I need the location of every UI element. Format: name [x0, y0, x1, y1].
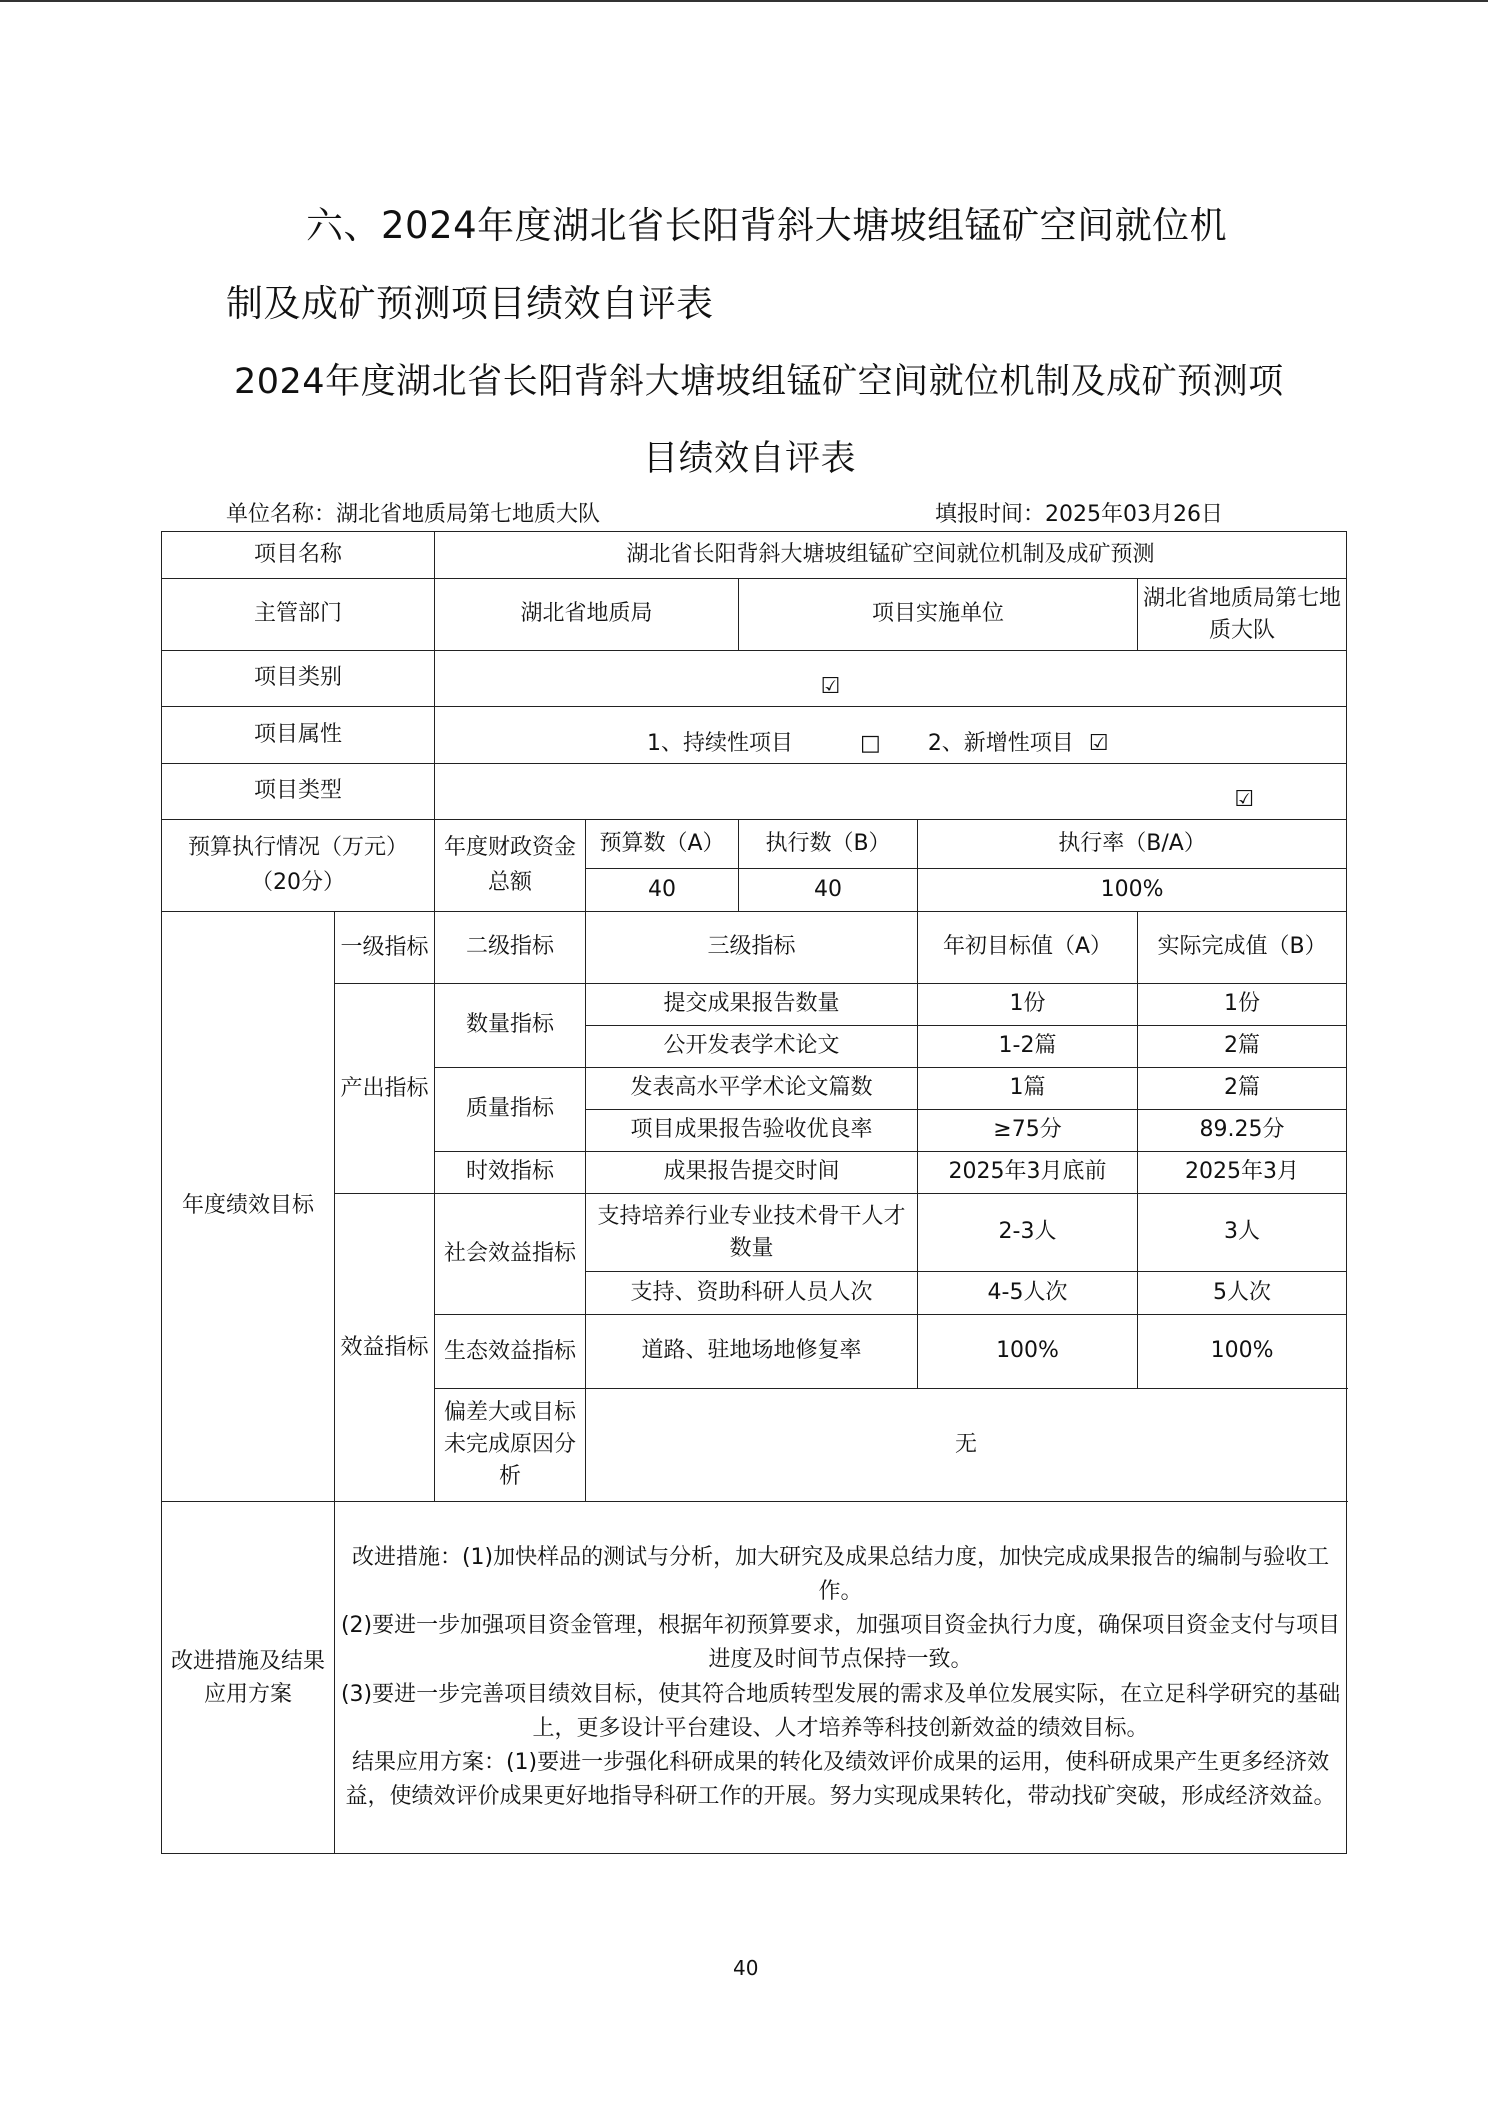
- type-label: 项目类型: [162, 764, 435, 820]
- eco-indicator-label: 生态效益指标: [435, 1315, 586, 1389]
- indicator-actual: 3人: [1138, 1194, 1347, 1272]
- header-actual: 实际完成值（B）: [1138, 912, 1347, 984]
- social-indicator-label: 社会效益指标: [435, 1194, 586, 1315]
- indicator-target: 2-3人: [918, 1194, 1138, 1272]
- budget-col-rate: 执行率（B/A）: [918, 820, 1347, 869]
- budget-value-a: 40: [586, 869, 739, 912]
- row-improvement: [162, 1502, 1347, 1854]
- indicator-actual: 2025年3月: [1138, 1152, 1347, 1194]
- attribute-value: [435, 707, 1347, 764]
- category-checkbox-icon: ☑: [820, 673, 841, 699]
- impl-label: 项目实施单位: [739, 579, 1138, 651]
- indicator-target: 4-5人次: [918, 1272, 1138, 1315]
- deviation-label: 偏差大或目标未完成原因分析: [435, 1389, 586, 1502]
- improvement-paragraph-1: 改进措施：(1)加快样品的测试与分析，加大研究及成果总结力度，加快完成成果报告的编制与验收工作。: [351, 1545, 1330, 1605]
- indicator-name: 成果报告提交时间: [586, 1152, 918, 1194]
- indicator-name: 道路、驻地场地修复率: [586, 1315, 918, 1389]
- attribute-option-continuing: 1、持续性项目: [647, 730, 794, 756]
- header-level2: 二级指标: [435, 912, 586, 984]
- indicator-actual: 89.25分: [1138, 1110, 1347, 1152]
- improvement-paragraph-3: (3)要进一步完善项目绩效目标，使其符合地质转型发展的需求及单位发展实际，在立足科学研究的基础上，更多设计平台建设、人才培养等科技创新效益的绩效目标。: [340, 1681, 1341, 1741]
- table-title-line2: 目绩效自评表: [643, 439, 857, 479]
- indicator-name: 支持、资助科研人员人次: [586, 1272, 918, 1315]
- row-department: [162, 579, 1347, 651]
- improvement-content: [335, 1502, 1347, 1854]
- performance-table: [161, 531, 1347, 1854]
- header-level3: 三级指标: [586, 912, 918, 984]
- header-target: 年初目标值（A）: [918, 912, 1138, 984]
- indicator-name: 项目成果报告验收优良率: [586, 1110, 918, 1152]
- quantity-indicator-label: 数量指标: [435, 984, 586, 1068]
- budget-value-b: 40: [739, 869, 918, 912]
- category-label: 项目类别: [162, 651, 435, 707]
- dept-value: 湖北省地质局: [435, 579, 739, 651]
- indicator-name: 提交成果报告数量: [586, 984, 918, 1026]
- row-type: [162, 764, 1347, 820]
- improvement-label: 改进措施及结果应用方案: [162, 1502, 335, 1854]
- indicator-actual: 1份: [1138, 984, 1347, 1026]
- indicator-target: ≥75分: [918, 1110, 1138, 1152]
- attribute-label: 项目属性: [162, 707, 435, 764]
- benefit-indicator-label: 效益指标: [335, 1194, 435, 1502]
- fund-total-label: 年度财政资金总额: [435, 820, 586, 912]
- header-level1: 一级指标: [335, 912, 435, 984]
- improvement-paragraph-2: (2)要进一步加强项目资金管理，根据年初预算要求，加强项目资金执行力度，确保项目资金支付与项目进度及时间节点保持一致。: [340, 1613, 1341, 1673]
- output-indicator-label: 产出指标: [335, 984, 435, 1194]
- row-budget-header: [162, 820, 1347, 869]
- indicator-name: 发表高水平学术论文篇数: [586, 1068, 918, 1110]
- budget-col-b: 执行数（B）: [739, 820, 918, 869]
- indicator-name: 公开发表学术论文: [586, 1026, 918, 1068]
- category-value: [435, 651, 1347, 707]
- row-attribute: [162, 707, 1347, 764]
- deviation-value: 无: [586, 1389, 1347, 1502]
- row-targets-header: [162, 912, 1347, 984]
- type-value: [435, 764, 1347, 820]
- indicator-actual: 5人次: [1138, 1272, 1347, 1315]
- indicator-target: 1篇: [918, 1068, 1138, 1110]
- table-row: [162, 1194, 1347, 1272]
- budget-label: [162, 820, 435, 912]
- indicator-actual: 2篇: [1138, 1026, 1347, 1068]
- table-title-line1: 2024年度湖北省长阳背斜大塘坡组锰矿空间就位机制及成矿预测项: [234, 362, 1284, 402]
- section-heading-line1: 六、2024年度湖北省长阳背斜大塘坡组锰矿空间就位机: [306, 204, 1228, 247]
- dept-label: 主管部门: [162, 579, 435, 651]
- indicator-target: 2025年3月底前: [918, 1152, 1138, 1194]
- timeliness-indicator-label: 时效指标: [435, 1152, 586, 1194]
- indicator-target: 100%: [918, 1315, 1138, 1389]
- impl-value: 湖北省地质局第七地质大队: [1138, 579, 1347, 651]
- row-project-name: [162, 532, 1347, 579]
- type-checkbox-icon: ☑: [1234, 786, 1255, 812]
- table-row: [162, 984, 1347, 1026]
- row-category: [162, 651, 1347, 707]
- budget-label-line1: 预算执行情况（万元）: [188, 835, 409, 861]
- project-name-value: 湖北省长阳背斜大塘坡组锰矿空间就位机制及成矿预测: [435, 532, 1347, 579]
- budget-col-a: 预算数（A）: [586, 820, 739, 869]
- indicator-name: 支持培养行业专业技术骨干人才数量: [586, 1194, 918, 1272]
- fill-time: 填报时间：2025年03月26日: [935, 502, 1223, 527]
- section-heading-line2: 制及成矿预测项目绩效自评表: [226, 282, 714, 325]
- indicator-target: 1-2篇: [918, 1026, 1138, 1068]
- indicator-target: 1份: [918, 984, 1138, 1026]
- continuing-checkbox-icon: □: [860, 730, 881, 756]
- indicator-actual: 2篇: [1138, 1068, 1347, 1110]
- quality-indicator-label: 质量指标: [435, 1068, 586, 1152]
- budget-value-rate: 100%: [918, 869, 1347, 912]
- annual-targets-label: 年度绩效目标: [162, 912, 335, 1502]
- new-checkbox-icon: ☑: [1088, 730, 1109, 756]
- project-name-label: 项目名称: [162, 532, 435, 579]
- indicator-actual: 100%: [1138, 1315, 1347, 1389]
- unit-name: 单位名称：湖北省地质局第七地质大队: [226, 502, 601, 527]
- budget-label-line2: （20分）: [251, 869, 345, 895]
- page-top-border: [0, 0, 1488, 2]
- improvement-paragraph-4: 结果应用方案：(1)要进一步强化科研成果的转化及绩效评价成果的运用，使科研成果产生更多经济效益，使绩效评价成果更好地指导科研工作的开展。努力实现成果转化，带动找矿突破，形成经济效益。: [345, 1749, 1336, 1809]
- page-number: 40: [733, 1956, 759, 1980]
- attribute-option-new: 2、新增性项目: [927, 730, 1074, 756]
